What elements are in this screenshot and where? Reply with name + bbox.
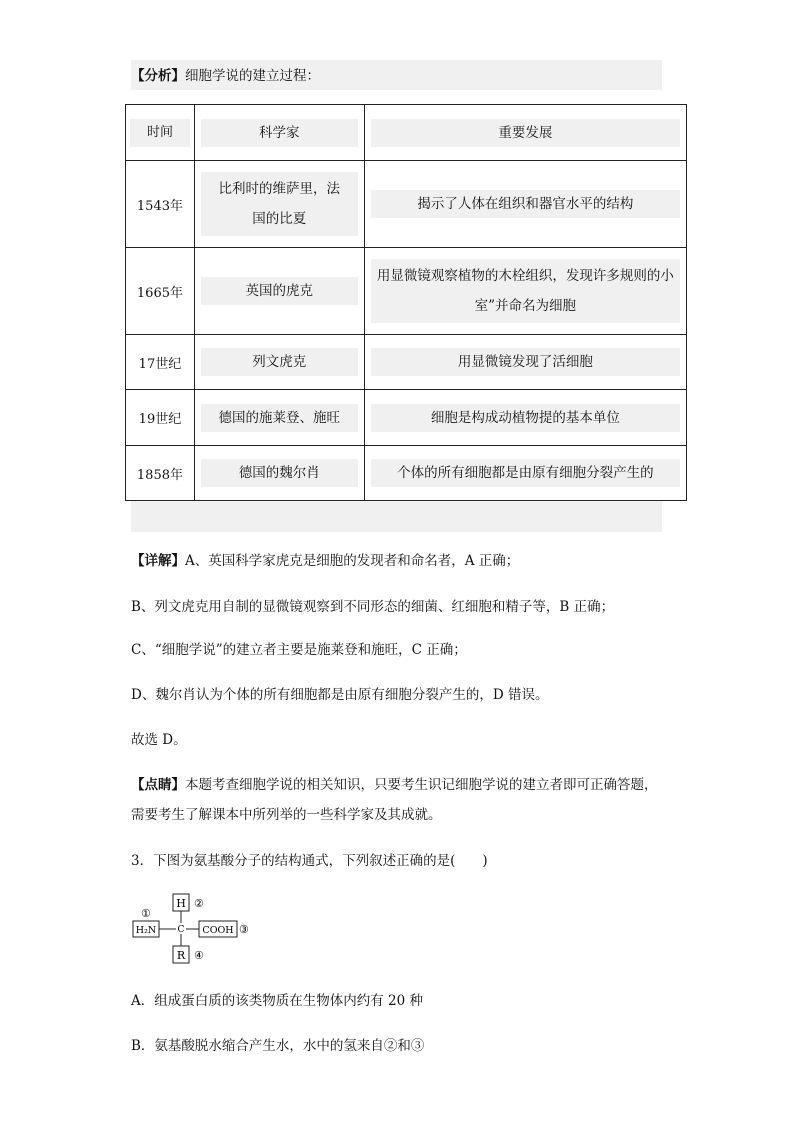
hydrogen-label: H: [176, 897, 186, 910]
row-development: 细胞是构成动植物提的基本单位: [371, 404, 680, 432]
header-time: 时间: [130, 119, 190, 147]
detail-line-d: D、魏尔肖认为个体的所有细胞都是由原有细胞分裂产生的，D 错误。: [131, 687, 549, 703]
row-time: 1543年: [136, 198, 183, 214]
comment-line-1: 【点睛】本题考查细胞学说的相关知识，只要考生识记细胞学说的建立者即可正确答题，: [131, 777, 658, 793]
row-scientist: 德国的魏尔肖: [201, 459, 358, 487]
mark-2: ②: [194, 897, 204, 910]
analysis-text: 细胞学说的建立过程：: [185, 68, 320, 84]
detail-label: 【详解】: [131, 553, 185, 569]
row-development: 用显微镜发现了活细胞: [371, 348, 680, 376]
analysis-heading: [131, 66, 320, 86]
header-development: 重要发展: [371, 119, 680, 147]
mark-4: ④: [194, 949, 204, 962]
option-b: B．氨基酸脱水缩合产生水，水中的氢来自②和③: [131, 1038, 425, 1054]
table-row: [126, 446, 687, 501]
cell-theory-table: [125, 104, 687, 501]
comment-label: 【点睛】: [131, 777, 185, 793]
row-time: 19世纪: [138, 412, 182, 427]
detail-line-a: 【详解】A、英国科学家虎克是细胞的发现者和命名者，A 正确；: [131, 553, 520, 569]
detail-line-c: C、“细胞学说”的建立者主要是施莱登和施旺，C 正确；: [131, 642, 467, 658]
row-development: 个体的所有细胞都是由原有细胞分裂产生的: [371, 459, 680, 487]
detail-line-b: B、列文虎克用自制的显微镜观察到不同形态的细菌、红细胞和精子等，B 正确；: [131, 599, 615, 615]
mark-3: ③: [239, 923, 249, 936]
comment-line-2: 需要考生了解课本中所列举的一些科学家及其成就。: [131, 807, 442, 823]
row-development: 揭示了人体在组织和器官水平的结构: [371, 190, 680, 218]
amino-acid-diagram: [125, 888, 265, 968]
table-row: [126, 335, 687, 390]
row-scientist: 比利时的维萨里，法国的比夏: [201, 172, 358, 236]
row-time: 17世纪: [138, 356, 182, 372]
r-group-label: R: [176, 949, 186, 962]
table-footer-band: [131, 501, 662, 532]
header-scientist: 科学家: [201, 119, 358, 147]
row-scientist: 德国的施莱登、施旺: [201, 404, 358, 432]
row-scientist: 列文虎克: [201, 348, 358, 376]
analysis-label: 【分析】: [131, 68, 185, 84]
answer-line: 故选 D。: [131, 732, 187, 748]
table-row: [126, 248, 687, 335]
row-scientist: 英国的虎克: [201, 277, 358, 305]
row-time: 1665年: [136, 285, 183, 301]
mark-1: ①: [141, 907, 151, 920]
row-time: 1858年: [136, 467, 183, 483]
carbon-label: C: [177, 925, 185, 935]
option-a: A．组成蛋白质的该类物质在生物体内约有 20 种: [131, 993, 424, 1009]
amino-label: H₂N: [135, 925, 157, 936]
table-row: [126, 390, 687, 446]
question-stem: 3．下图为氨基酸分子的结构通式，下列叙述正确的是( ): [131, 853, 488, 869]
row-development: 用显微镜观察植物的木栓组织，发现许多规则的小室”并命名为细胞: [371, 259, 680, 323]
carboxyl-label: COOH: [202, 925, 234, 936]
table-header-row: [126, 105, 687, 161]
table-row: [126, 161, 687, 248]
